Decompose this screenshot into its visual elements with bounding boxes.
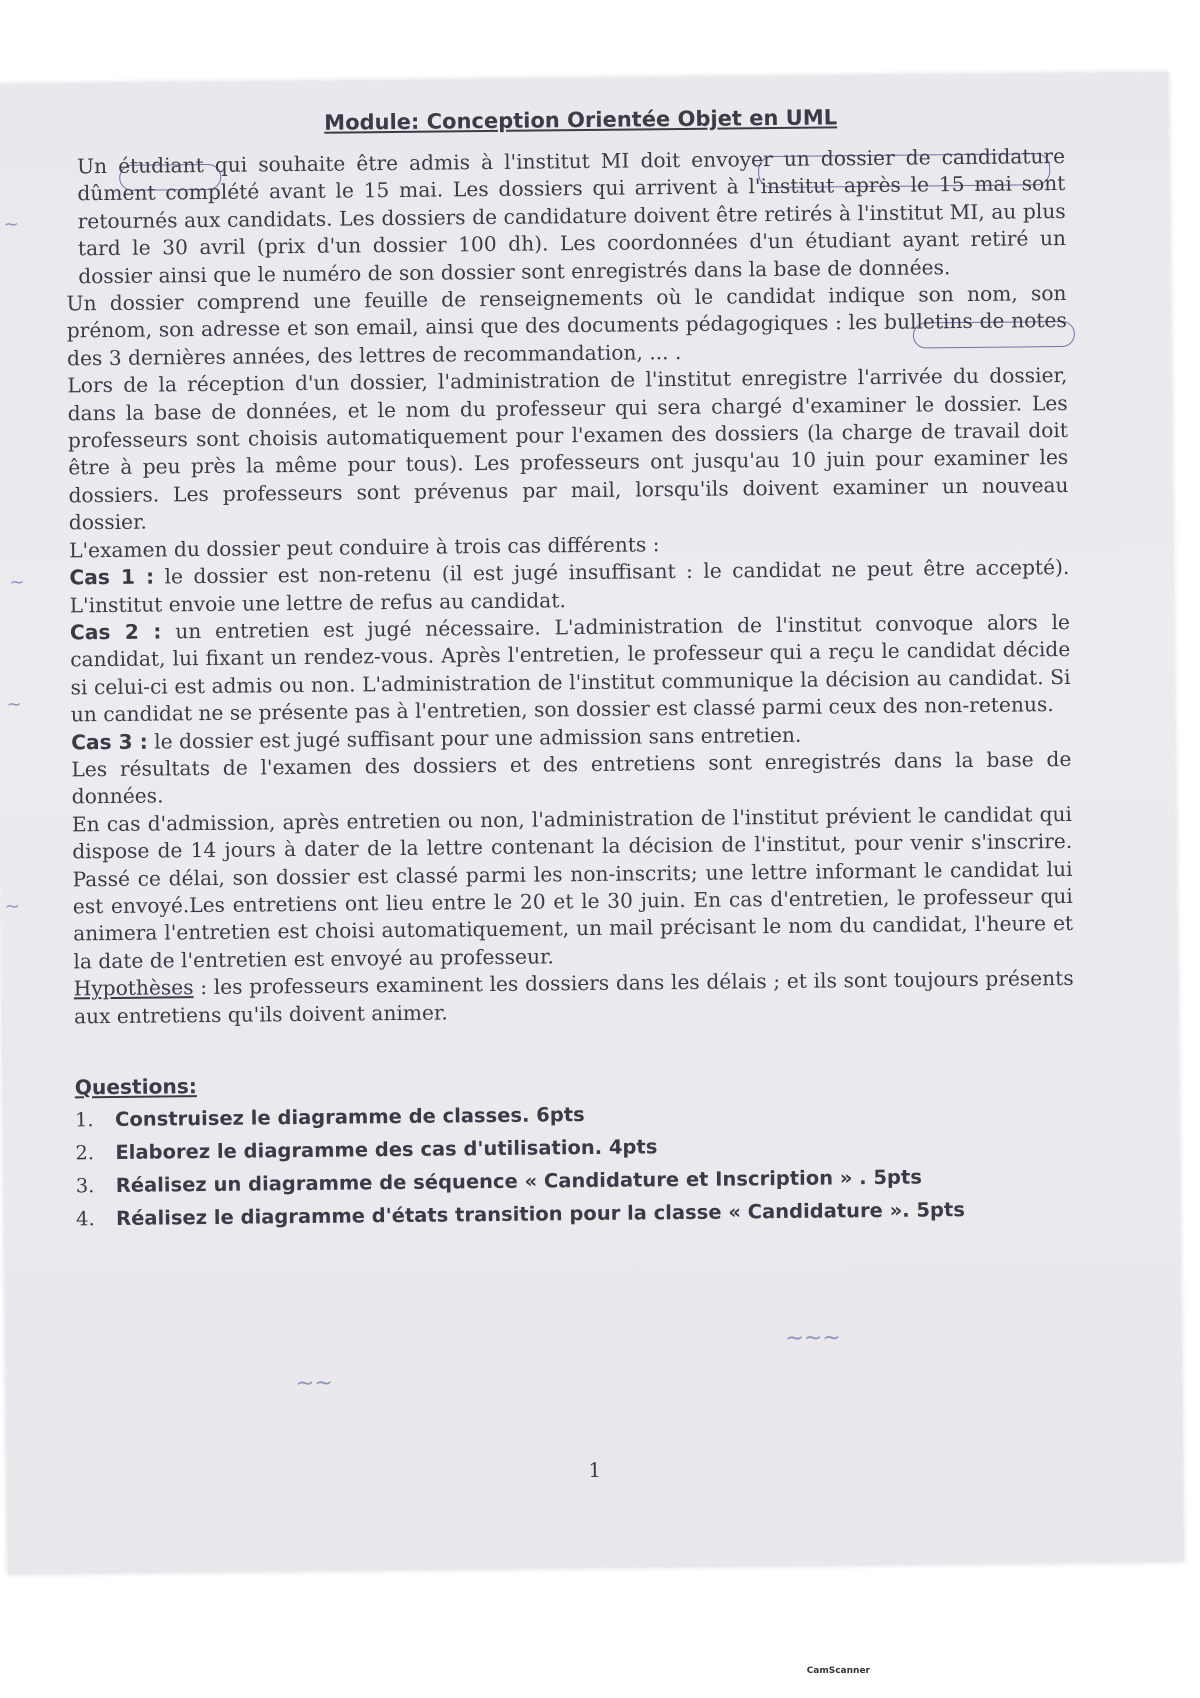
document-body (65, 143, 1076, 1236)
margin-scribble-5: ~~ (295, 1370, 333, 1397)
case-3-text: le dossier est jugé suffisant pour une admission sans entretien. (147, 722, 802, 754)
question-number: 2. (75, 1141, 95, 1165)
paragraph-1: Un étudiant qui souhaite être admis à l'institut MI doit envoyer un dossier de candidature dûment complété avant le 15 mai. Les dossiers qui arrivent à l'institut après le 15 mai sont retournés aux candidats. Les dossiers de candidature doivent être retirés à l'institut MI, au plus tard le 30 avril (prix d'un dossier 100 dh). Les coordonnées d'un étudiant ayant retiré un dossier ainsi que le numéro de son dossier sont enregistrés dans la base de données. (76, 143, 1067, 288)
case-3-label: Cas 3 : (70, 729, 148, 754)
hypotheses-label: Hypothèses (73, 975, 194, 1001)
hypotheses-paragraph (74, 965, 1075, 1030)
question-text: Réalisez le diagramme d'états transition pour la classe « Candidature ». 5pts (115, 1198, 966, 1231)
document-title: Module: Conception Orientée Objet en UML (324, 105, 838, 135)
paragraph-2: Un dossier comprend une feuille de renseignements où le candidat indique son nom, son prénom, son adresse et son email, ainsi que des documents pédagogiques : les bulletins de notes des 3 dernières années, des lettres de recommandation, ... . (66, 280, 1067, 371)
question-number: 1. (74, 1108, 94, 1132)
case-2 (70, 609, 1071, 729)
case-1-text: le dossier est non-retenu (il est jugé insuffisant : le candidat ne peut être accepté). L'institut envoie une lettre de refus au candidat. (69, 555, 1070, 617)
questions-title: Questions: (74, 1074, 198, 1100)
hypotheses-text: : les professeurs examinent les dossiers dans les délais ; et ils sont toujours présents aux entretiens qu'ils doivent animer. (73, 966, 1074, 1028)
question-text: Réalisez un diagramme de séquence « Candidature et Inscription » . 5pts (115, 1165, 923, 1198)
question-number: 3. (75, 1174, 95, 1198)
question-text: Elaborez le diagramme des cas d'utilisation. 4pts (115, 1135, 658, 1165)
case-2-text: un entretien est jugé nécessaire. L'administration de l'institut convoque alors le candidat, lui fixant un rendez-vous. Après l'entretien, le professeur qui a reçu le candidat décide si celui-ci est admis ou non. L'administration de l'institut communique la décision au candidat. Si un candidat ne se présente pas à l'entretien, son dossier est classé parmi ceux des non-retenus. (70, 609, 1071, 727)
case-1-label: Cas 1 : (69, 564, 155, 590)
questions-list (75, 1093, 1076, 1235)
question-text: Construisez le diagramme de classes. 6pts (114, 1103, 585, 1132)
margin-scribble-6: ~~~ (785, 1325, 841, 1351)
margin-scribble-3: ~ (6, 693, 22, 716)
question-number: 4. (76, 1207, 95, 1231)
scanner-watermark: CamScanner (806, 1666, 870, 1676)
margin-scribble-4: ~ (4, 895, 21, 918)
margin-scribble-1: ~ (3, 213, 19, 236)
margin-scribble-2: ~ (9, 571, 25, 594)
page-number: 1 (588, 1457, 602, 1483)
paper-sheet (0, 72, 1184, 1574)
admission-paragraph: En cas d'admission, après entretien ou non, l'administration de l'institut prévient le candidat qui dispose de 14 jours à dater de la lettre contenant la décision de l'institut, pour venir s'inscrire. Passé ce délai, son dossier est classé parmi les non-inscrits; une lettre informant le candidat lui est envoyé.Les entretiens ont lieu entre le 20 et le 30 juin. En cas d'entretien, le professeur qui animera l'entretien est choisi automatiquement, un mail précisant le nom du candidat, l'heure et la date de l'entretien est envoyé au professeur. (71, 801, 1074, 974)
results-paragraph: Les résultats de l'examen des dossiers et des entretiens sont enregistrés dans la base de données. (71, 746, 1072, 809)
case-2-label: Cas 2 : (69, 619, 162, 645)
paragraph-4: L'examen du dossier peut conduire à trois cas différents : (68, 531, 660, 563)
paragraph-3: Lors de la réception d'un dossier, l'administration de l'institut enregistre l'arrivée du dossier, dans la base de données, et le nom du professeur qui sera chargé d'examiner le dossier. Les professeurs sont choisis automatiquement pour l'examen des dossiers (la charge de travail doit être à peu près la même pour tous). Les professeurs ont jusqu'au 10 juin pour examiner les dossiers. Les professeurs sont prévenus par mail, lorsqu'ils doivent examiner un nouveau dossier. (67, 363, 1069, 535)
